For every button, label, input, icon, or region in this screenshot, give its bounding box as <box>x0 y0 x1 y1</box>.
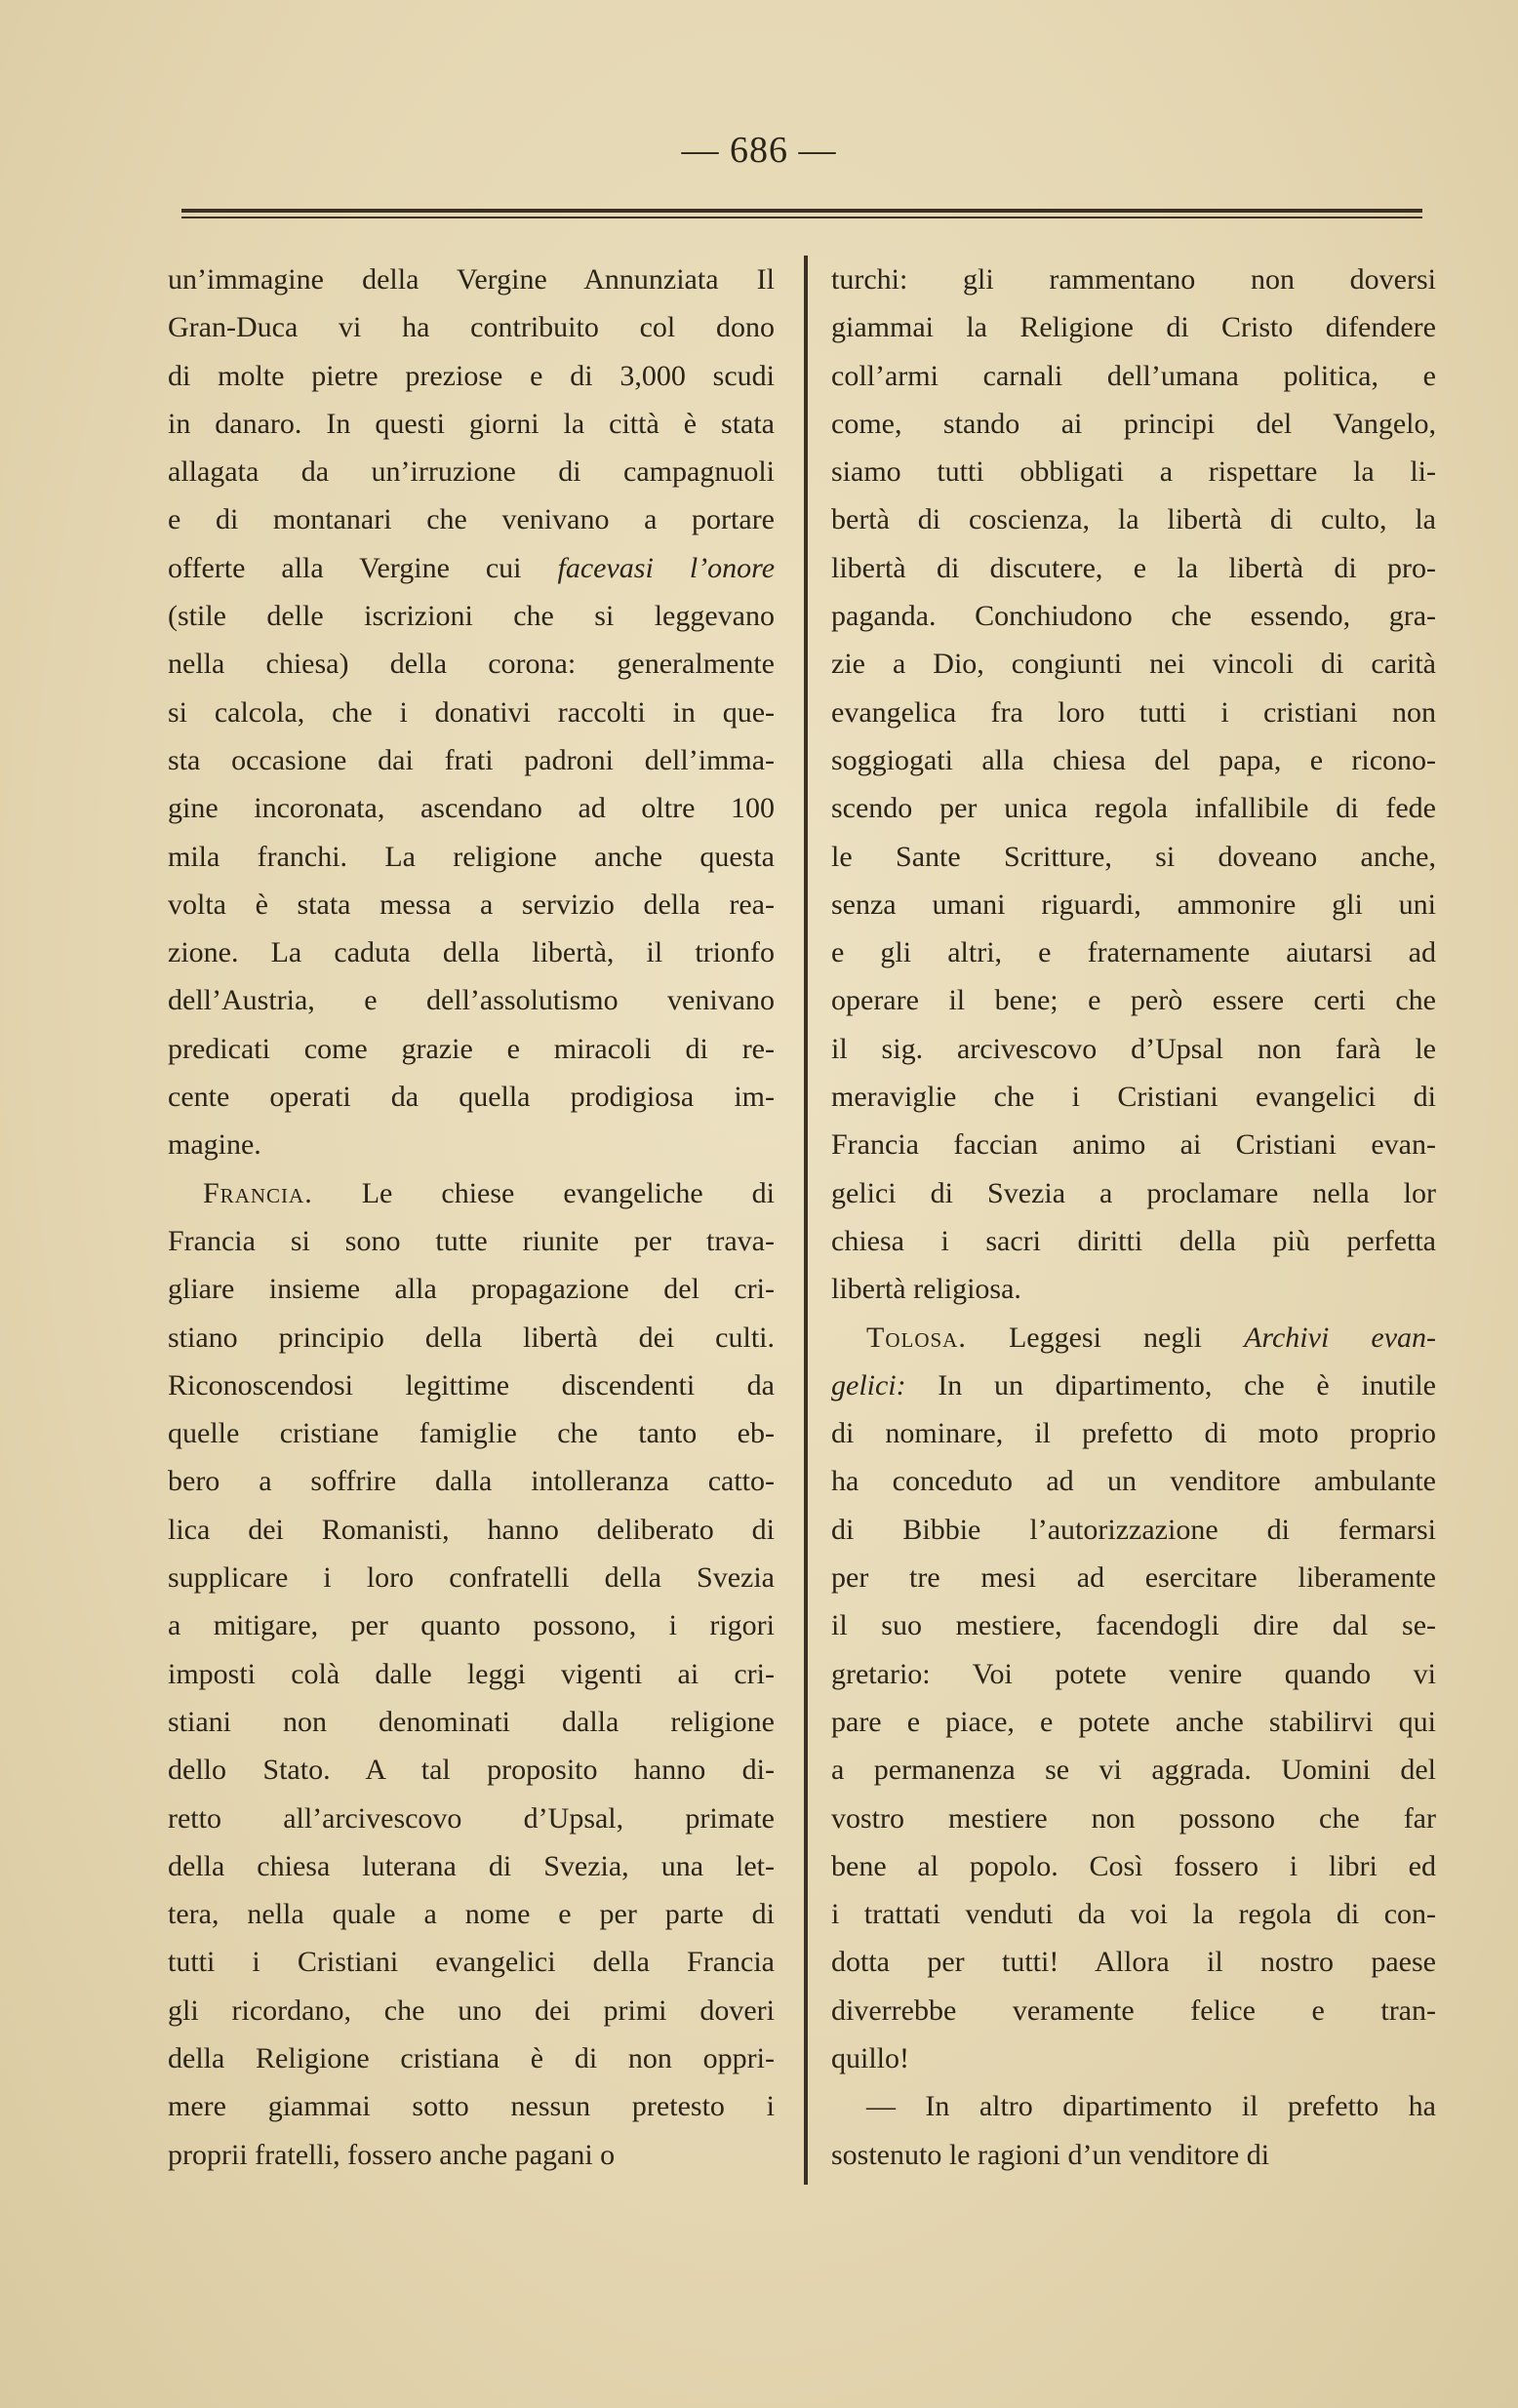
text-line: sostenuto le ragioni d’un venditore di <box>831 2138 1270 2171</box>
text-line: Tolosa. Leggesi negli Archivi evan- <box>866 1321 1436 1354</box>
text-line: come, stando ai principi del Vangelo, <box>831 407 1436 440</box>
text-line: vostro mestiere non possono che far <box>831 1801 1436 1835</box>
text-line: — In altro dipartimento il prefetto ha <box>866 2090 1436 2123</box>
text-line: mere giammai sotto nessun pretesto i <box>168 2090 775 2123</box>
text-line: stiani non denominati dalla religione <box>168 1705 775 1738</box>
text-line: retto all’arcivescovo d’Upsal, primate <box>168 1801 775 1835</box>
text-line: quelle cristiane famiglie che tanto eb- <box>168 1417 775 1450</box>
text-line: cente operati da quella prodigiosa im- <box>168 1081 775 1114</box>
text-line: in danaro. In questi giorni la città è stata <box>168 407 775 440</box>
text-line: diverrebbe veramente felice e tran- <box>831 1994 1436 2027</box>
left-column <box>168 256 775 2179</box>
text-line: bene al popolo. Così fossero i libri ed <box>831 1849 1436 1882</box>
text-line: della Religione cristiana è di non oppri- <box>168 2041 775 2074</box>
text-line: il suo mestiere, facendogli dire dal se- <box>831 1609 1436 1642</box>
text-line: tutti i Cristiani evangelici della Francia <box>168 1946 775 1979</box>
text-line: gelici: In un dipartimento, che è inutile <box>831 1368 1436 1401</box>
text-line: il sig. arcivescovo d’Upsal non farà le <box>831 1032 1436 1065</box>
text-line: evangelica fra loro tutti i cristiani non <box>831 695 1436 729</box>
text-line: giammai la Religione di Cristo difendere <box>831 311 1436 344</box>
text-line: si calcola, che i donativi raccolti in que- <box>168 695 775 729</box>
text-line: gine incoronata, ascendano ad oltre 100 <box>168 792 775 825</box>
text-line: Francia. Le chiese evangeliche di <box>203 1176 775 1209</box>
text-line: zione. La caduta della libertà, il trionfo <box>168 936 775 969</box>
text-line: volta è stata messa a servizio della rea- <box>168 888 775 921</box>
text-line: dello Stato. A tal proposito hanno di- <box>168 1754 775 1787</box>
text-line: Francia faccian animo ai Cristiani evan- <box>831 1128 1436 1162</box>
text-line: (stile delle iscrizioni che si leggevano <box>168 600 775 633</box>
text-line: zie a Dio, congiunti nei vincoli di carità <box>831 648 1436 681</box>
text-line: siamo tutti obbligati a rispettare la li- <box>831 455 1436 489</box>
text-line: per tre mesi ad esercitare liberamente <box>831 1561 1436 1595</box>
text-line: chiesa i sacri diritti della più perfetta <box>831 1224 1436 1257</box>
text-line: gretario: Voi potete venire quando vi <box>831 1657 1436 1690</box>
text-line: coll’armi carnali dell’umana politica, e <box>831 359 1436 392</box>
text-line: le Sante Scritture, si doveano anche, <box>831 840 1436 873</box>
text-line: a permanenza se vi aggrada. Uomini del <box>831 1754 1436 1787</box>
text-line: senza umani riguardi, ammonire gli uni <box>831 888 1436 921</box>
text-line: supplicare i loro confratelli della Svezia <box>168 1561 775 1595</box>
text-line: un’immagine della Vergine Annunziata Il <box>168 263 775 296</box>
text-line: tera, nella quale a nome e per parte di <box>168 1898 775 1931</box>
text-line: Gran-Duca vi ha contribuito col dono <box>168 311 775 344</box>
right-column <box>831 256 1436 2179</box>
text-line: e gli altri, e fraternamente aiutarsi ad <box>831 936 1436 969</box>
text-line: sta occasione dai frati padroni dell’imma- <box>168 743 775 776</box>
text-line: pare e piace, e potete anche stabilirvi qui <box>831 1705 1436 1738</box>
text-line: bertà di coscienza, la libertà di culto, la <box>831 503 1436 536</box>
text-line: gliare insieme alla propagazione del cri- <box>168 1273 775 1306</box>
text-line: libertà di discutere, e la libertà di pro- <box>831 551 1436 584</box>
page-number: — 686 — <box>681 130 837 171</box>
column-divider <box>804 256 808 2185</box>
text-line: Francia si sono tutte riunite per trava- <box>168 1224 775 1257</box>
header-rule-thin <box>181 217 1422 218</box>
text-line: proprii fratelli, fossero anche pagani o <box>168 2138 616 2171</box>
text-line: dell’Austria, e dell’assolutismo venivano <box>168 984 775 1017</box>
text-line: di Bibbie l’autorizzazione di fermarsi <box>831 1513 1436 1546</box>
text-line: di nominare, il prefetto di moto proprio <box>831 1417 1436 1450</box>
text-line: scendo per unica regola infallibile di fede <box>831 792 1436 825</box>
text-line: magine. <box>168 1128 261 1162</box>
text-line: lica dei Romanisti, hanno deliberato di <box>168 1513 775 1546</box>
text-line: stiano principio della libertà dei culti. <box>168 1321 775 1354</box>
text-line: ha conceduto ad un venditore ambulante <box>831 1465 1436 1498</box>
text-line: offerte alla Vergine cui facevasi l’onore <box>168 551 775 584</box>
text-line: dotta per tutti! Allora il nostro paese <box>831 1946 1436 1979</box>
text-line: bero a soffrire dalla intolleranza catto- <box>168 1465 775 1498</box>
text-line: libertà religiosa. <box>831 1273 1021 1306</box>
text-line: i trattati venduti da voi la regola di con- <box>831 1898 1436 1931</box>
text-line: della chiesa luterana di Svezia, una let- <box>168 1849 775 1882</box>
text-line: allagata da un’irruzione di campagnuoli <box>168 455 775 489</box>
text-line: meraviglie che i Cristiani evangelici di <box>831 1081 1436 1114</box>
header-rule <box>181 209 1422 213</box>
text-line: imposti colà dalle leggi vigenti ai cri- <box>168 1657 775 1690</box>
text-line: nella chiesa) della corona: generalmente <box>168 648 775 681</box>
text-line: turchi: gli rammentano non doversi <box>831 263 1436 296</box>
text-line: paganda. Conchiudono che essendo, gra- <box>831 600 1436 633</box>
text-line: gelici di Svezia a proclamare nella lor <box>831 1176 1436 1209</box>
text-line: a mitigare, per quanto possono, i rigori <box>168 1609 775 1642</box>
text-line: e di montanari che venivano a portare <box>168 503 775 536</box>
text-line: mila franchi. La religione anche questa <box>168 840 775 873</box>
text-line: soggiogati alla chiesa del papa, e ricono- <box>831 743 1436 776</box>
text-line: quillo! <box>831 2041 909 2074</box>
text-line: gli ricordano, che uno dei primi doveri <box>168 1994 775 2027</box>
text-line: di molte pietre preziose e di 3,000 scudi <box>168 359 775 392</box>
text-line: operare il bene; e però essere certi che <box>831 984 1436 1017</box>
text-line: Riconoscendosi legittime discendenti da <box>168 1368 775 1401</box>
text-line: predicati come grazie e miracoli di re- <box>168 1032 775 1065</box>
